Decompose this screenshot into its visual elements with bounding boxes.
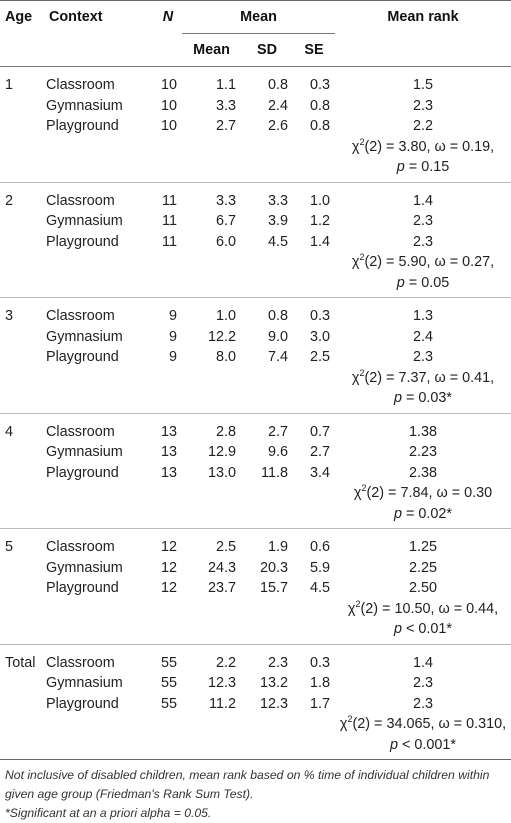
cell-context: Playground	[46, 349, 119, 365]
table-row	[0, 137, 511, 158]
cell-empty	[44, 483, 154, 504]
cell-empty	[182, 619, 241, 644]
cell-age	[0, 558, 44, 579]
cell-context: Playground	[46, 118, 119, 134]
cell-age	[0, 347, 44, 368]
cell-context: Classroom	[46, 423, 115, 440]
cell-empty	[182, 273, 241, 298]
cell-empty	[293, 599, 335, 620]
chi-square-statistic: $\chi^2(2) = 7.37$, ω = 0.41,	[351, 367, 495, 386]
header-blank	[44, 34, 154, 67]
cell-empty	[0, 504, 44, 529]
cell-empty	[154, 504, 182, 529]
cell-mean-rank: 1.3	[412, 308, 433, 324]
cell-sd: 9.0	[267, 328, 288, 345]
cell-context: Gymnasium	[46, 559, 123, 576]
cell-empty	[154, 483, 182, 504]
cell-mean-rank: 2.25	[408, 559, 437, 576]
cell-empty	[182, 599, 241, 620]
cell-n: 10	[160, 118, 177, 134]
cell-empty	[293, 388, 335, 413]
cell-n: 12	[160, 539, 177, 555]
cell-se: 4.5	[309, 580, 330, 596]
table-row	[0, 96, 511, 117]
table-row	[0, 558, 511, 579]
cell-empty	[293, 735, 335, 760]
cell-empty	[154, 619, 182, 644]
cell-empty	[44, 388, 154, 413]
cell-se: 2.5	[309, 349, 330, 365]
cell-n: 55	[160, 654, 177, 671]
p-value: p < 0.001*	[389, 736, 457, 753]
table-row	[0, 735, 511, 760]
cell-age: 3	[5, 308, 14, 324]
table-row	[0, 442, 511, 463]
cell-mean: 13.0	[207, 464, 236, 481]
cell-empty	[293, 368, 335, 389]
header-blank	[0, 34, 44, 67]
cell-context: Classroom	[46, 539, 115, 555]
cell-n: 9	[168, 308, 177, 324]
cell-mean: 23.7	[207, 580, 236, 596]
cell-sd: 11.8	[261, 464, 288, 481]
cell-sd: 0.8	[267, 308, 288, 324]
table-row	[0, 327, 511, 348]
cell-se: 0.3	[309, 308, 330, 324]
cell-mean: 2.2	[215, 654, 236, 671]
cell-context: Gymnasium	[46, 328, 123, 345]
table-row	[0, 714, 511, 735]
cell-mean-rank: 1.4	[412, 654, 433, 671]
cell-sd: 13.2	[259, 675, 288, 691]
chi-square-statistic: $\chi^2(2) = 3.80$, ω = 0.19,	[351, 136, 495, 155]
cell-se: 0.3	[309, 77, 330, 93]
table-body	[0, 67, 511, 760]
cell-age	[0, 578, 44, 599]
cell-sd: 15.7	[259, 580, 288, 596]
cell-n: 55	[160, 695, 177, 712]
p-value: p < 0.01*	[335, 619, 511, 644]
cell-mean-rank: 2.3	[412, 97, 433, 114]
cell-mean-rank: 2.50	[408, 580, 437, 596]
cell-se: 0.3	[309, 654, 330, 671]
cell-sd: 2.7	[267, 423, 288, 440]
table-row	[0, 298, 511, 327]
cell-empty	[154, 735, 182, 760]
chi-square-statistic: $\chi^2(2) = 34.065$, ω = 0.310,	[339, 714, 507, 732]
chi-square-statistic: $\chi^2(2) = 10.50$, ω = 0.44,	[347, 598, 499, 617]
table-row	[0, 483, 511, 504]
cell-empty	[154, 273, 182, 298]
cell-se: 1.2	[309, 213, 330, 229]
header-sd: SD	[241, 34, 293, 67]
table-row	[0, 413, 511, 442]
cell-age	[0, 694, 44, 715]
p-value: p = 0.03*	[335, 388, 511, 413]
cell-age: 4	[5, 423, 14, 440]
table-row	[0, 368, 511, 389]
cell-empty	[293, 137, 335, 158]
cell-empty	[241, 368, 293, 389]
cell-mean-rank: 2.38	[408, 464, 437, 481]
table-row	[0, 273, 511, 298]
cell-empty	[182, 137, 241, 158]
cell-empty	[0, 368, 44, 389]
table-row	[0, 182, 511, 211]
chi-square-statistic: $\chi^2(2) = 5.90$, ω = 0.27,	[351, 252, 495, 270]
cell-context: Classroom	[46, 77, 115, 93]
table-footnote	[0, 759, 511, 823]
cell-mean-rank: 2.3	[412, 349, 433, 365]
cell-empty	[154, 714, 182, 735]
cell-n: 13	[160, 423, 177, 440]
cell-n: 11	[162, 192, 177, 209]
cell-empty	[241, 714, 293, 735]
cell-sd: 0.8	[267, 77, 288, 93]
table-row	[0, 252, 511, 273]
cell-empty	[44, 273, 154, 298]
cell-empty	[44, 714, 154, 735]
cell-empty	[0, 483, 44, 504]
cell-mean: 3.3	[215, 97, 236, 114]
cell-mean: 2.5	[215, 539, 236, 555]
cell-age: 1	[5, 77, 14, 93]
cell-age	[0, 442, 44, 463]
cell-se: 0.8	[309, 97, 330, 114]
cell-context: Playground	[46, 233, 119, 250]
cell-age	[0, 96, 44, 117]
table-row	[0, 157, 511, 182]
cell-empty	[182, 714, 241, 735]
header-mean: Mean	[182, 34, 241, 67]
table-row	[0, 673, 511, 694]
table-row	[0, 211, 511, 232]
cell-mean-rank: 1.5	[412, 77, 433, 93]
cell-mean: 8.0	[215, 349, 236, 365]
cell-empty	[44, 504, 154, 529]
cell-sd: 2.3	[267, 654, 288, 671]
cell-mean-rank: 2.3	[412, 695, 433, 712]
cell-empty	[154, 157, 182, 182]
cell-empty	[293, 483, 335, 504]
cell-mean: 2.8	[215, 423, 236, 440]
cell-mean: 12.2	[207, 328, 236, 345]
p-value: p = 0.02*	[335, 504, 511, 529]
cell-mean: 11.2	[209, 695, 236, 712]
cell-empty	[0, 388, 44, 413]
cell-mean: 24.3	[207, 559, 236, 576]
cell-mean: 1.0	[215, 308, 236, 324]
cell-empty	[293, 273, 335, 298]
chi-square-statistic: $\chi^2(2) = 7.84$, ω = 0.30	[353, 483, 493, 501]
cell-empty	[241, 388, 293, 413]
cell-age: 5	[5, 539, 14, 555]
table-row	[0, 578, 511, 599]
header-mean-group: Mean	[182, 1, 335, 34]
table-row	[0, 694, 511, 715]
cell-n: 9	[168, 328, 177, 345]
table-row	[0, 599, 511, 620]
cell-context: Gymnasium	[46, 213, 123, 229]
cell-age	[0, 463, 44, 484]
cell-mean: 12.9	[207, 444, 236, 460]
cell-mean-rank: 1.4	[412, 192, 433, 209]
table-row	[0, 619, 511, 644]
cell-sd: 12.3	[259, 695, 288, 712]
cell-context: Gymnasium	[46, 444, 123, 460]
cell-se: 2.7	[309, 444, 330, 460]
cell-sd: 3.9	[267, 213, 288, 229]
cell-empty	[293, 504, 335, 529]
p-value: p = 0.15	[335, 157, 511, 182]
cell-empty	[0, 137, 44, 158]
cell-empty	[44, 735, 154, 760]
cell-n: 13	[160, 444, 177, 460]
cell-sd: 9.6	[267, 444, 288, 460]
cell-empty	[241, 599, 293, 620]
table-row	[0, 116, 511, 137]
cell-context: Gymnasium	[46, 97, 123, 114]
cell-empty	[182, 504, 241, 529]
cell-empty	[241, 735, 293, 760]
cell-empty	[182, 735, 241, 760]
cell-empty	[293, 714, 335, 735]
cell-empty	[241, 504, 293, 529]
cell-mean-rank: 1.25	[408, 539, 437, 555]
cell-context: Classroom	[46, 308, 115, 324]
cell-empty	[154, 137, 182, 158]
cell-empty	[44, 599, 154, 620]
cell-empty	[154, 388, 182, 413]
cell-sd: 20.3	[259, 559, 288, 576]
cell-mean: 6.0	[215, 233, 236, 250]
cell-empty	[0, 735, 44, 760]
header-mean-rank: Mean rank	[335, 1, 511, 34]
cell-n: 10	[160, 97, 177, 114]
cell-mean-rank: 1.38	[408, 423, 437, 440]
table-row	[0, 504, 511, 529]
table-row	[0, 347, 511, 368]
cell-mean-rank: 2.3	[412, 233, 433, 250]
footnote-text: Not inclusive of disabled children, mean rank based on % time of individual children within given age group (Friedman's Rank Sum Test).	[5, 768, 490, 801]
cell-mean-rank: 2.3	[412, 675, 433, 691]
cell-empty	[241, 483, 293, 504]
cell-mean-rank: 2.3	[412, 213, 433, 229]
header-age: Age	[0, 1, 44, 34]
cell-age	[0, 116, 44, 137]
cell-age	[0, 673, 44, 694]
cell-age	[0, 232, 44, 253]
cell-mean-rank: 2.4	[412, 328, 433, 345]
header-blank	[335, 34, 511, 67]
header-se: SE	[293, 34, 335, 67]
cell-n: 12	[160, 559, 177, 576]
cell-se: 1.7	[309, 695, 330, 712]
cell-se: 0.6	[309, 539, 330, 555]
cell-n: 55	[160, 675, 177, 691]
table-row	[0, 644, 511, 673]
cell-empty	[182, 483, 241, 504]
p-value: p = 0.05	[335, 273, 511, 298]
cell-empty	[154, 599, 182, 620]
cell-age: 2	[5, 192, 14, 209]
cell-empty	[293, 252, 335, 273]
table-row	[0, 529, 511, 558]
cell-empty	[0, 273, 44, 298]
cell-empty	[154, 368, 182, 389]
cell-se: 1.0	[309, 192, 330, 209]
cell-empty	[44, 619, 154, 644]
cell-context: Playground	[46, 580, 119, 596]
cell-empty	[0, 157, 44, 182]
cell-empty	[241, 137, 293, 158]
cell-empty	[44, 137, 154, 158]
cell-empty	[182, 157, 241, 182]
cell-empty	[293, 157, 335, 182]
cell-n: 13	[160, 464, 177, 481]
cell-empty	[241, 157, 293, 182]
cell-mean: 6.7	[215, 213, 236, 229]
table-row	[0, 232, 511, 253]
cell-sd: 4.5	[267, 233, 288, 250]
cell-n: 11	[162, 233, 177, 250]
cell-context: Classroom	[46, 654, 115, 671]
cell-empty	[241, 273, 293, 298]
cell-empty	[182, 368, 241, 389]
cell-empty	[0, 252, 44, 273]
cell-se: 0.8	[309, 118, 330, 134]
cell-empty	[0, 619, 44, 644]
header-n: N	[154, 1, 182, 34]
cell-se: 1.8	[309, 675, 330, 691]
cell-context: Playground	[46, 695, 119, 712]
cell-sd: 7.4	[267, 349, 288, 365]
cell-mean-rank: 2.23	[408, 444, 437, 460]
cell-empty	[241, 619, 293, 644]
cell-empty	[44, 157, 154, 182]
cell-context: Classroom	[46, 192, 115, 209]
cell-n: 10	[160, 77, 177, 93]
cell-empty	[44, 252, 154, 273]
cell-n: 9	[168, 349, 177, 365]
table-row	[0, 388, 511, 413]
cell-empty	[44, 368, 154, 389]
cell-se: 5.9	[309, 559, 330, 576]
cell-se: 3.0	[309, 328, 330, 345]
table-row	[0, 67, 511, 96]
table-row	[0, 463, 511, 484]
cell-sd: 2.4	[267, 97, 288, 114]
cell-empty	[0, 599, 44, 620]
cell-context: Gymnasium	[46, 675, 123, 691]
cell-mean: 2.7	[215, 118, 236, 134]
cell-age	[0, 211, 44, 232]
cell-mean: 3.3	[215, 192, 236, 209]
header-context: Context	[44, 1, 154, 34]
cell-mean: 1.1	[215, 77, 236, 93]
cell-sd: 3.3	[267, 192, 288, 209]
cell-age: Total	[5, 654, 36, 671]
cell-age	[0, 327, 44, 348]
cell-context: Playground	[46, 464, 119, 481]
cell-empty	[0, 714, 44, 735]
cell-n: 12	[160, 580, 177, 596]
cell-se: 1.4	[309, 233, 330, 250]
cell-empty	[154, 252, 182, 273]
cell-empty	[241, 252, 293, 273]
footnote-significance: *Significant at an a priori alpha = 0.05.	[5, 806, 212, 820]
cell-sd: 2.6	[267, 118, 288, 134]
cell-empty	[182, 252, 241, 273]
cell-mean: 12.3	[207, 675, 236, 691]
cell-n: 11	[162, 213, 177, 229]
cell-empty	[293, 619, 335, 644]
cell-empty	[182, 388, 241, 413]
cell-se: 0.7	[309, 423, 330, 440]
header-blank	[154, 34, 182, 67]
cell-sd: 1.9	[267, 539, 288, 555]
cell-mean-rank: 2.2	[412, 118, 433, 134]
cell-se: 3.4	[309, 464, 330, 481]
